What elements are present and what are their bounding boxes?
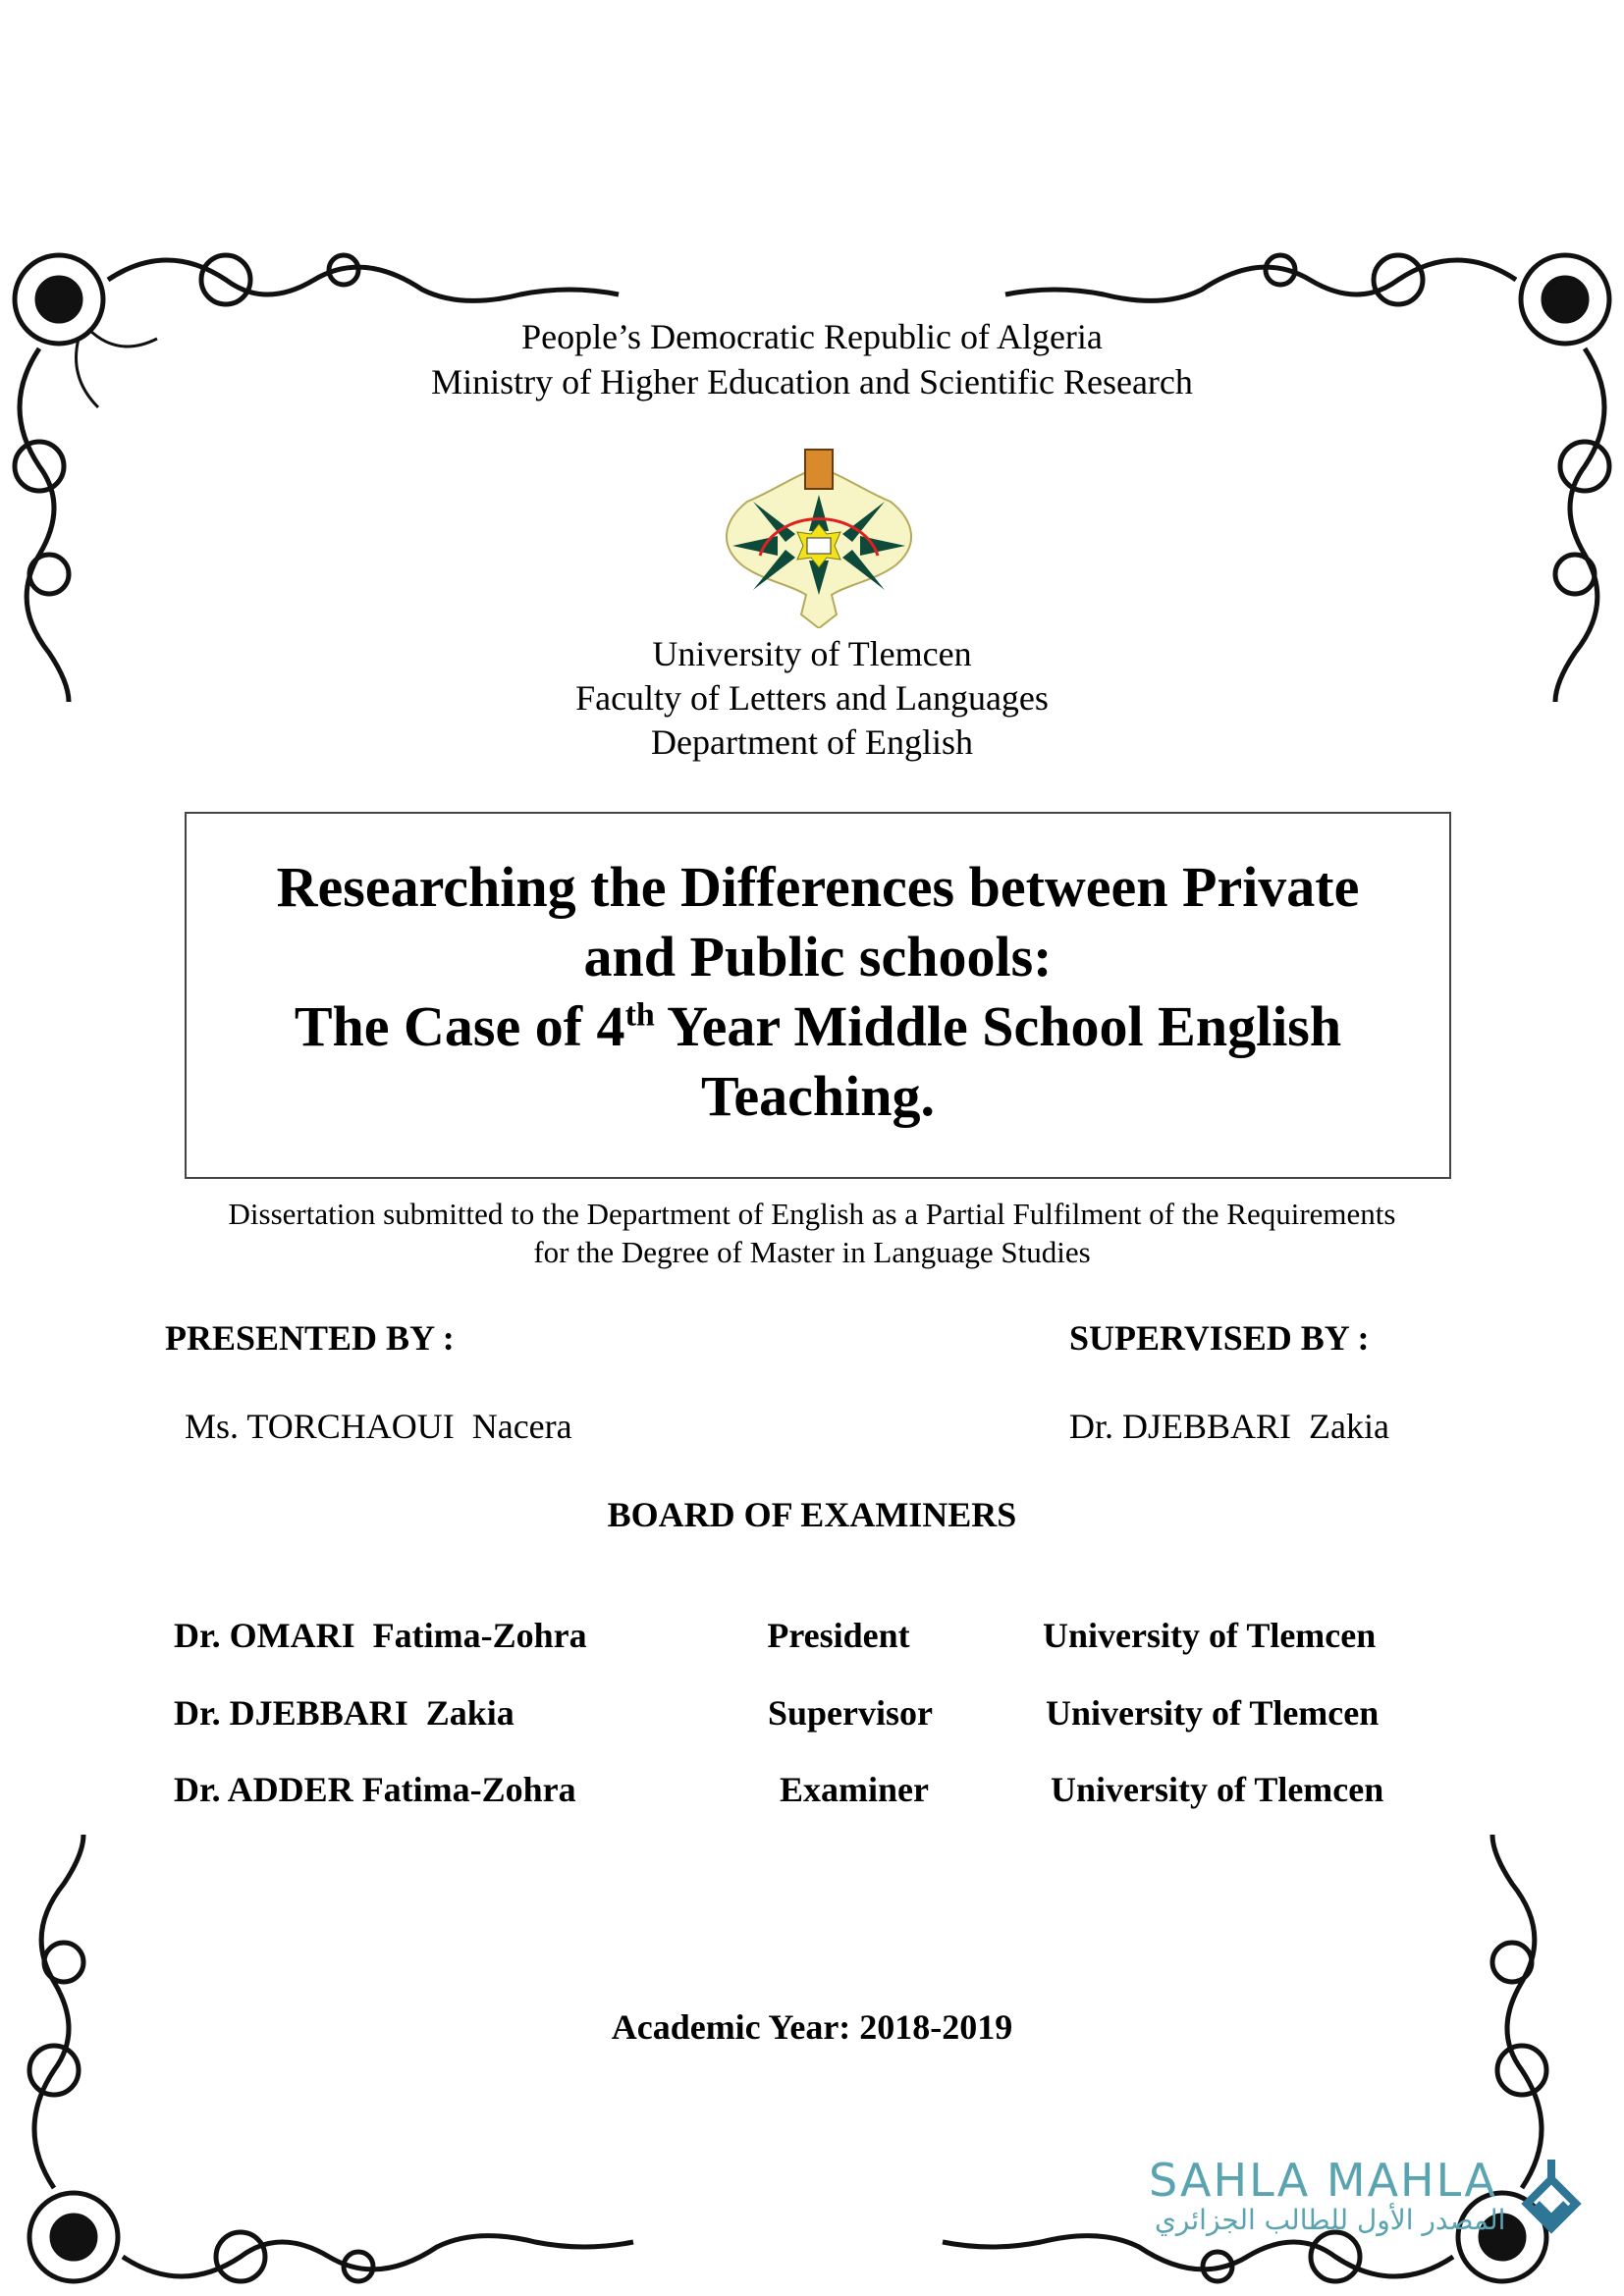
examiner-role: Supervisor — [767, 1693, 933, 1733]
examiner-institution: University of Tlemcen — [1051, 1770, 1384, 1809]
ministry-name: Ministry of Higher Education and Scientific Research — [431, 362, 1193, 401]
ornament-top-left — [0, 240, 648, 702]
department-name: Department of English — [651, 722, 973, 762]
title-superscript: th — [624, 996, 655, 1034]
title-line-3-post: Year Middle School English — [654, 994, 1342, 1058]
title-line-3 — [185, 991, 1451, 1061]
university-logo — [719, 448, 919, 628]
faculty-name: Faculty of Letters and Languages — [575, 678, 1049, 718]
watermark-subtext: المصدر الأول للطالب الجزائري — [1155, 2204, 1506, 2236]
examiner-role: Examiner — [780, 1770, 929, 1809]
examiner-name: Dr. ADDER Fatima-Zohra — [174, 1770, 576, 1809]
supervised-by-label: SUPERVISED BY : — [1069, 1318, 1370, 1358]
dissertation-statement-line-2: for the Degree of Master in Language Studies — [533, 1235, 1091, 1269]
sahla-mahla-watermark — [1149, 2156, 1505, 2236]
dissertation-statement-line-1: Dissertation submitted to the Department of English as a Partial Fulfilment of the Requirements — [228, 1197, 1396, 1231]
academic-year: Academic Year: 2018-2019 — [611, 2007, 1013, 2047]
university-name: University of Tlemcen — [652, 634, 972, 673]
title-line-3-pre: The Case of 4 — [294, 994, 625, 1058]
title-line-2: and Public schools: — [583, 925, 1053, 988]
examiner-institution: University of Tlemcen — [1043, 1616, 1377, 1655]
examiner-name: Dr. OMARI Fatima-Zohra — [174, 1616, 587, 1655]
title-line-1: Researching the Differences between Private — [276, 855, 1360, 919]
presented-by-label: PRESENTED BY : — [165, 1318, 455, 1358]
examiner-institution: University of Tlemcen — [1046, 1693, 1380, 1733]
examiner-role: President — [767, 1616, 910, 1655]
ornament-bottom-left — [0, 1835, 677, 2296]
watermark-text: SAHLA MAHLA — [1149, 2154, 1497, 2207]
ornament-top-right — [976, 240, 1624, 702]
supervisor-name: Dr. DJEBBARI Zakia — [1069, 1407, 1389, 1446]
watermark-logo-icon — [1512, 2155, 1591, 2243]
title-line-4: Teaching. — [701, 1064, 935, 1128]
student-name: Ms. TORCHAOUI Nacera — [185, 1407, 572, 1446]
examiner-name: Dr. DJEBBARI Zakia — [174, 1693, 514, 1733]
board-title: BOARD OF EXAMINERS — [607, 1495, 1017, 1534]
country-name: People’s Democratic Republic of Algeria — [521, 317, 1103, 356]
dissertation-title — [185, 852, 1451, 1131]
